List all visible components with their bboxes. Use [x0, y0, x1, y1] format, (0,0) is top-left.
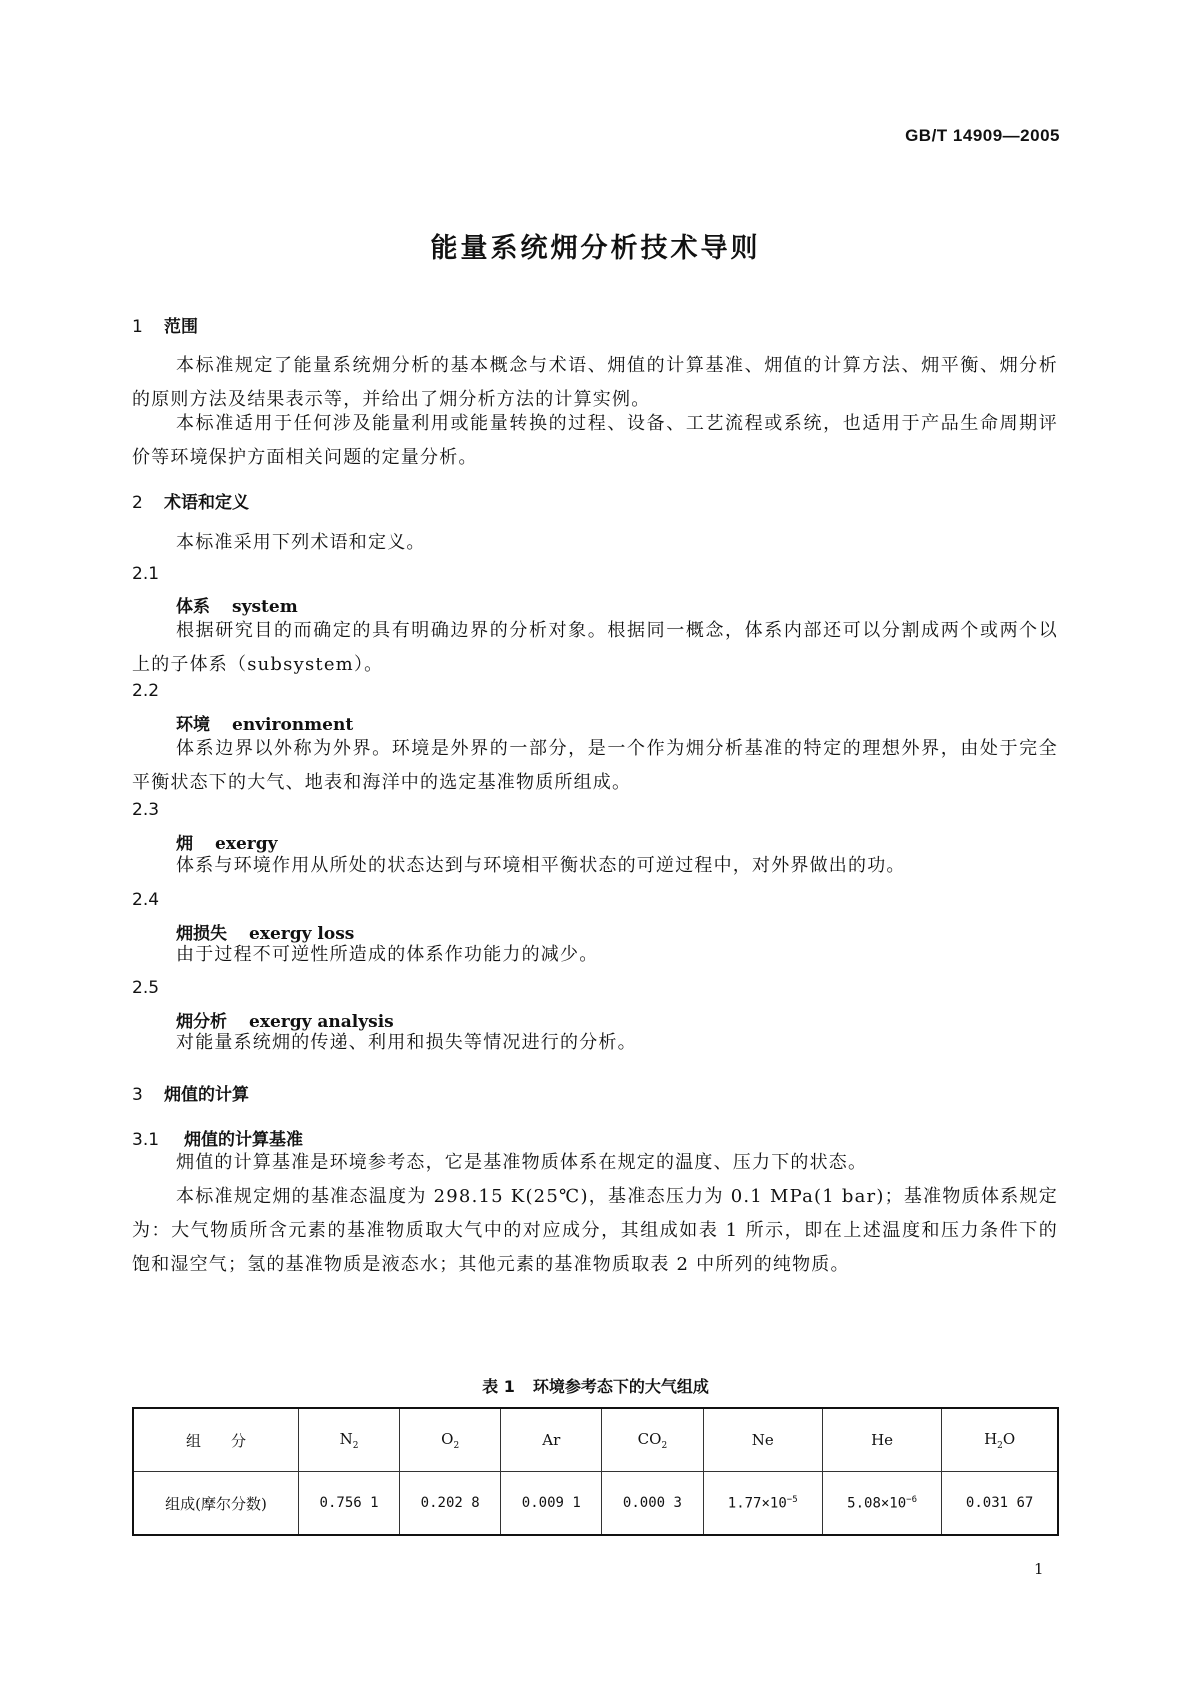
value-cell: 0.756 1: [299, 1472, 400, 1536]
term-en: system: [232, 597, 298, 617]
term-zh: 㶲损失: [176, 924, 227, 944]
term-definition: 体系边界以外称为外界。环境是外界的一部分，是一个作为㶲分析基准的特定的理想外界，由处于完全平衡状态下的大气、地表和海洋中的选定基准物质所组成。: [132, 738, 1058, 793]
subsection-3-1-paragraph-1: 㶲值的计算基准是环境参考态，它是基准物质体系在规定的温度、压力下的状态。: [176, 1152, 868, 1173]
component-cell: $H_2O$: [942, 1408, 1058, 1472]
term-definition: 体系与环境作用从所处的状态达到与环境相平衡状态的可逆过程中，对外界做出的功。: [176, 855, 906, 876]
section-2-heading: [132, 488, 249, 513]
term-definition: 由于过程不可逆性所造成的体系作功能力的减少。: [176, 944, 599, 965]
subsection-title: 㶲值的计算基准: [184, 1130, 303, 1150]
section-1-heading: [132, 312, 198, 337]
section-3-heading: [132, 1080, 249, 1105]
section-title: 范围: [164, 317, 198, 337]
term-en: exergy analysis: [249, 1012, 394, 1032]
atmosphere-composition-table: [132, 1407, 1059, 1536]
section-number: 1: [132, 317, 143, 337]
section-title: 㶲值的计算: [164, 1085, 249, 1105]
table-caption-text: 环境参考态下的大气组成: [532, 1377, 709, 1396]
table-header-label: 组 分: [133, 1408, 299, 1472]
term-number: 2.4: [132, 890, 160, 910]
value-cell: $5.08\times 10^{-6}$: [822, 1472, 941, 1536]
subsection-3-1-paragraph-2: 本标准规定㶲的基准态温度为 298.15 K(25℃)，基准态压力为 0.1 MPa(1 bar)；基准物质体系规定为：大气物质所含元素的基准物质取大气中的对应成分，其组成如表 1 所示，即在上述温度和压力条件下的饱和湿空气；氢的基准物质是液态水；其他元素的基准物质取表 2 中所列的纯物质。: [132, 1186, 1058, 1275]
component-cell: $O_2$: [400, 1408, 501, 1472]
value-cell: 0.000 3: [602, 1472, 703, 1536]
page-number: 1: [1034, 1560, 1044, 1578]
component-cell: Ne: [703, 1408, 822, 1472]
term-zh: 㶲分析: [176, 1012, 227, 1032]
component-cell: Ar: [501, 1408, 602, 1472]
section-1-paragraph-1: 本标准规定了能量系统㶲分析的基本概念与术语、㶲值的计算基准、㶲值的计算方法、㶲平衡、㶲分析的原则方法及结果表示等，并给出了㶲分析方法的计算实例。: [132, 355, 1058, 410]
term-zh: 环境: [176, 715, 210, 735]
section-number: 2: [132, 493, 143, 513]
section-2-intro: 本标准采用下列术语和定义。: [176, 532, 426, 553]
term-zh: 体系: [176, 597, 210, 617]
document-title: 能量系统㶲分析技术导则: [430, 233, 761, 264]
table-row-label: 组成(摩尔分数): [133, 1472, 299, 1536]
value-cell: 0.031 67: [942, 1472, 1058, 1536]
term-number: 2.5: [132, 978, 160, 998]
term-number: 2.2: [132, 681, 160, 701]
component-cell: $CO_2$: [602, 1408, 703, 1472]
table-data-row: [133, 1472, 1058, 1536]
term-number: 2.3: [132, 800, 160, 820]
section-title: 术语和定义: [164, 493, 249, 513]
subsection-number: 3.1: [132, 1130, 160, 1150]
table-caption-number: 表 1: [482, 1377, 515, 1396]
term-number: 2.1: [132, 564, 160, 584]
term-zh: 㶲: [176, 834, 193, 854]
standard-number: GB/T 14909—2005: [905, 126, 1060, 145]
term-en: exergy: [215, 834, 278, 854]
value-cell: 0.009 1: [501, 1472, 602, 1536]
table-header-row: [133, 1408, 1058, 1472]
section-1-paragraph-2: 本标准适用于任何涉及能量利用或能量转换的过程、设备、工艺流程或系统，也适用于产品生命周期评价等环境保护方面相关问题的定量分析。: [132, 413, 1058, 468]
table-caption: [0, 1374, 1191, 1397]
section-number: 3: [132, 1085, 143, 1105]
term-en: environment: [232, 715, 354, 735]
term-definition: 对能量系统㶲的传递、利用和损失等情况进行的分析。: [176, 1032, 637, 1053]
term-definition: 根据研究目的而确定的具有明确边界的分析对象。根据同一概念，体系内部还可以分割成两个或两个以上的子体系（subsystem）。: [132, 620, 1058, 675]
value-cell: $1.77\times 10^{-5}$: [703, 1472, 822, 1536]
value-cell: 0.202 8: [400, 1472, 501, 1536]
component-cell: He: [822, 1408, 941, 1472]
component-cell: $N_2$: [299, 1408, 400, 1472]
term-en: exergy loss: [249, 924, 355, 944]
